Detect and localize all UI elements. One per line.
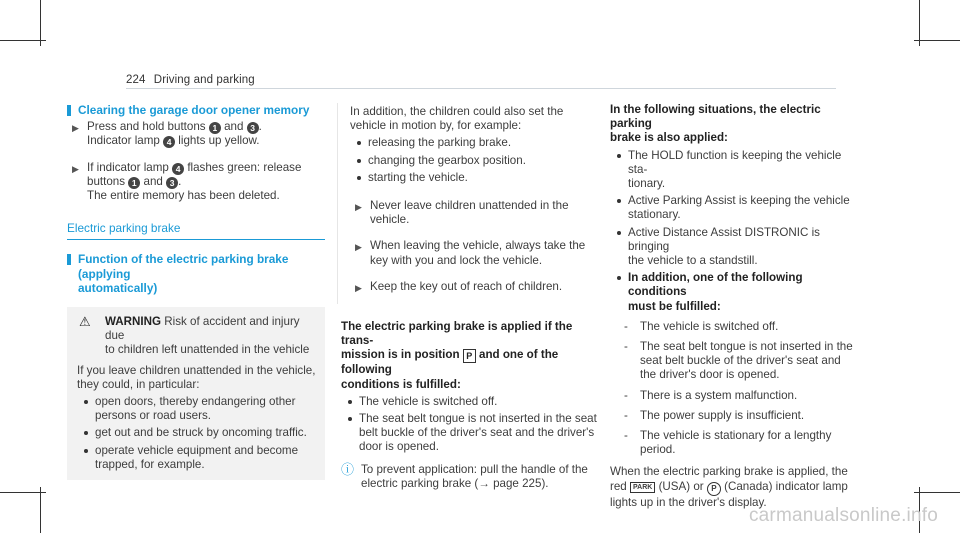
list-item: changing the gearbox position. [350, 154, 599, 168]
lamp-4-badge: 4 [163, 136, 175, 148]
list-item: get out and be struck by oncoming traffic. [77, 426, 317, 440]
list-item: operate vehicle equipment and become trapped, for example. [77, 444, 317, 472]
list-item: The vehicle is switched off. [341, 395, 599, 409]
warning-triangle-icon: ⚠ [79, 314, 91, 330]
crop-mark [914, 40, 960, 41]
list-item: Active Distance Assist DISTRONIC is bringing the vehicle to a standstill. [610, 226, 860, 269]
parking-circle-icon: P [707, 482, 721, 496]
page-header [126, 74, 255, 86]
list-item: Active Parking Assist is keeping the vehicle stationary. [610, 194, 860, 222]
middle-column [337, 103, 599, 491]
list-item: - The seat belt tongue is not inserted in the seat belt buckle of the driver's seat and the driver's door is opened. [618, 340, 860, 383]
list-item: - There is a system malfunction. [618, 389, 860, 403]
warning-continuation [337, 103, 599, 304]
list-item: - The power supply is insufficient. [618, 409, 860, 423]
instruction-step: ▶ Never leave children unattended in the vehicle. [355, 199, 569, 227]
condition-list [337, 395, 599, 455]
list-item: - The vehicle is stationary for a lengthy period. [618, 429, 860, 457]
sub-condition-list [610, 320, 860, 458]
section-title-garage: Clearing the garage door opener memory [67, 103, 325, 117]
park-lamp-icon: PARK [630, 482, 655, 493]
button-3-badge: 3 [247, 122, 259, 134]
step-arrow-icon: ▶ [355, 242, 362, 253]
heading-rule [67, 239, 325, 240]
list-item: The HOLD function is keeping the vehicle sta- tionary. [610, 149, 860, 192]
button-3-badge: 3 [166, 177, 178, 189]
step-arrow-icon: ▶ [72, 163, 79, 174]
list-item: The seat belt tongue is not inserted in the seat belt buckle of the driver's seat and the driver's door is opened. [341, 412, 599, 455]
intro-text: In addition, the children could also set the vehicle in motion by, for example: [350, 105, 564, 133]
condition-heading: The electric parking brake is applied if the trans- mission is in position P and one of the following conditions is fulfilled: [341, 320, 573, 391]
step-arrow-icon: ▶ [72, 123, 79, 134]
warning-header: ⚠ WARNING Risk of accident and injury due to children left unattended in the vehicle [79, 314, 310, 357]
warning-intro: If you leave children unattended in the vehicle, they could, in particular: [77, 363, 316, 391]
lamp-4-badge: 4 [172, 163, 184, 175]
heading-electric-parking-brake: Electric parking brake [67, 221, 181, 236]
right-column [610, 103, 860, 510]
header-rule [126, 88, 836, 89]
list-item: open doors, thereby endangering other persons or road users. [77, 395, 317, 423]
instruction-step: ▶ If indicator lamp 4 flashes green: release buttons 1 and 3 . The entire memory has been deleted. [72, 160, 302, 203]
final-paragraph: When the electric parking brake is applied, the red PARK (USA) or P (Canada) indicator lamp lights up in the driver's display. [610, 465, 848, 509]
gear-p-icon: P [463, 349, 476, 363]
left-column [67, 103, 325, 480]
warning-label: WARNING [105, 315, 162, 329]
warning-box [67, 307, 325, 480]
watermark: carmanualsonline.info [748, 505, 938, 526]
list-item: In addition, one of the following conditions must be fulfilled: [610, 271, 860, 314]
button-1-badge: 1 [128, 177, 140, 189]
info-icon: ⓘ [341, 461, 355, 477]
list-item: releasing the parking brake. [350, 136, 599, 150]
h2-block [67, 221, 325, 240]
running-title: Driving and parking [153, 74, 255, 86]
note: ⓘ To prevent application: pull the handle of the electric parking brake (→ page 225). [341, 461, 588, 490]
page-number: 224 [126, 74, 146, 86]
crop-mark [40, 487, 41, 533]
button-1-badge: 1 [209, 122, 221, 134]
list-item: - The vehicle is switched off. [618, 320, 860, 334]
instruction-step: ▶ Press and hold buttons 1 and 3 . Indicator lamp 4 lights up yellow. [72, 120, 262, 148]
instruction-step: ▶ Keep the key out of reach of children. [350, 280, 599, 294]
section-title-function: Function of the electric parking brake (applying automatically) [67, 252, 325, 295]
step-arrow-icon: ▶ [355, 202, 362, 213]
situations-heading: In the following situations, the electric parking brake is also applied: [610, 103, 821, 145]
crop-mark [0, 492, 46, 493]
instruction-step: ▶ When leaving the vehicle, always take the key with you and lock the vehicle. [355, 239, 586, 267]
list-item: starting the vehicle. [350, 171, 599, 185]
crop-mark [914, 492, 960, 493]
step-arrow-icon: ▶ [355, 282, 362, 293]
crop-mark [0, 40, 46, 41]
